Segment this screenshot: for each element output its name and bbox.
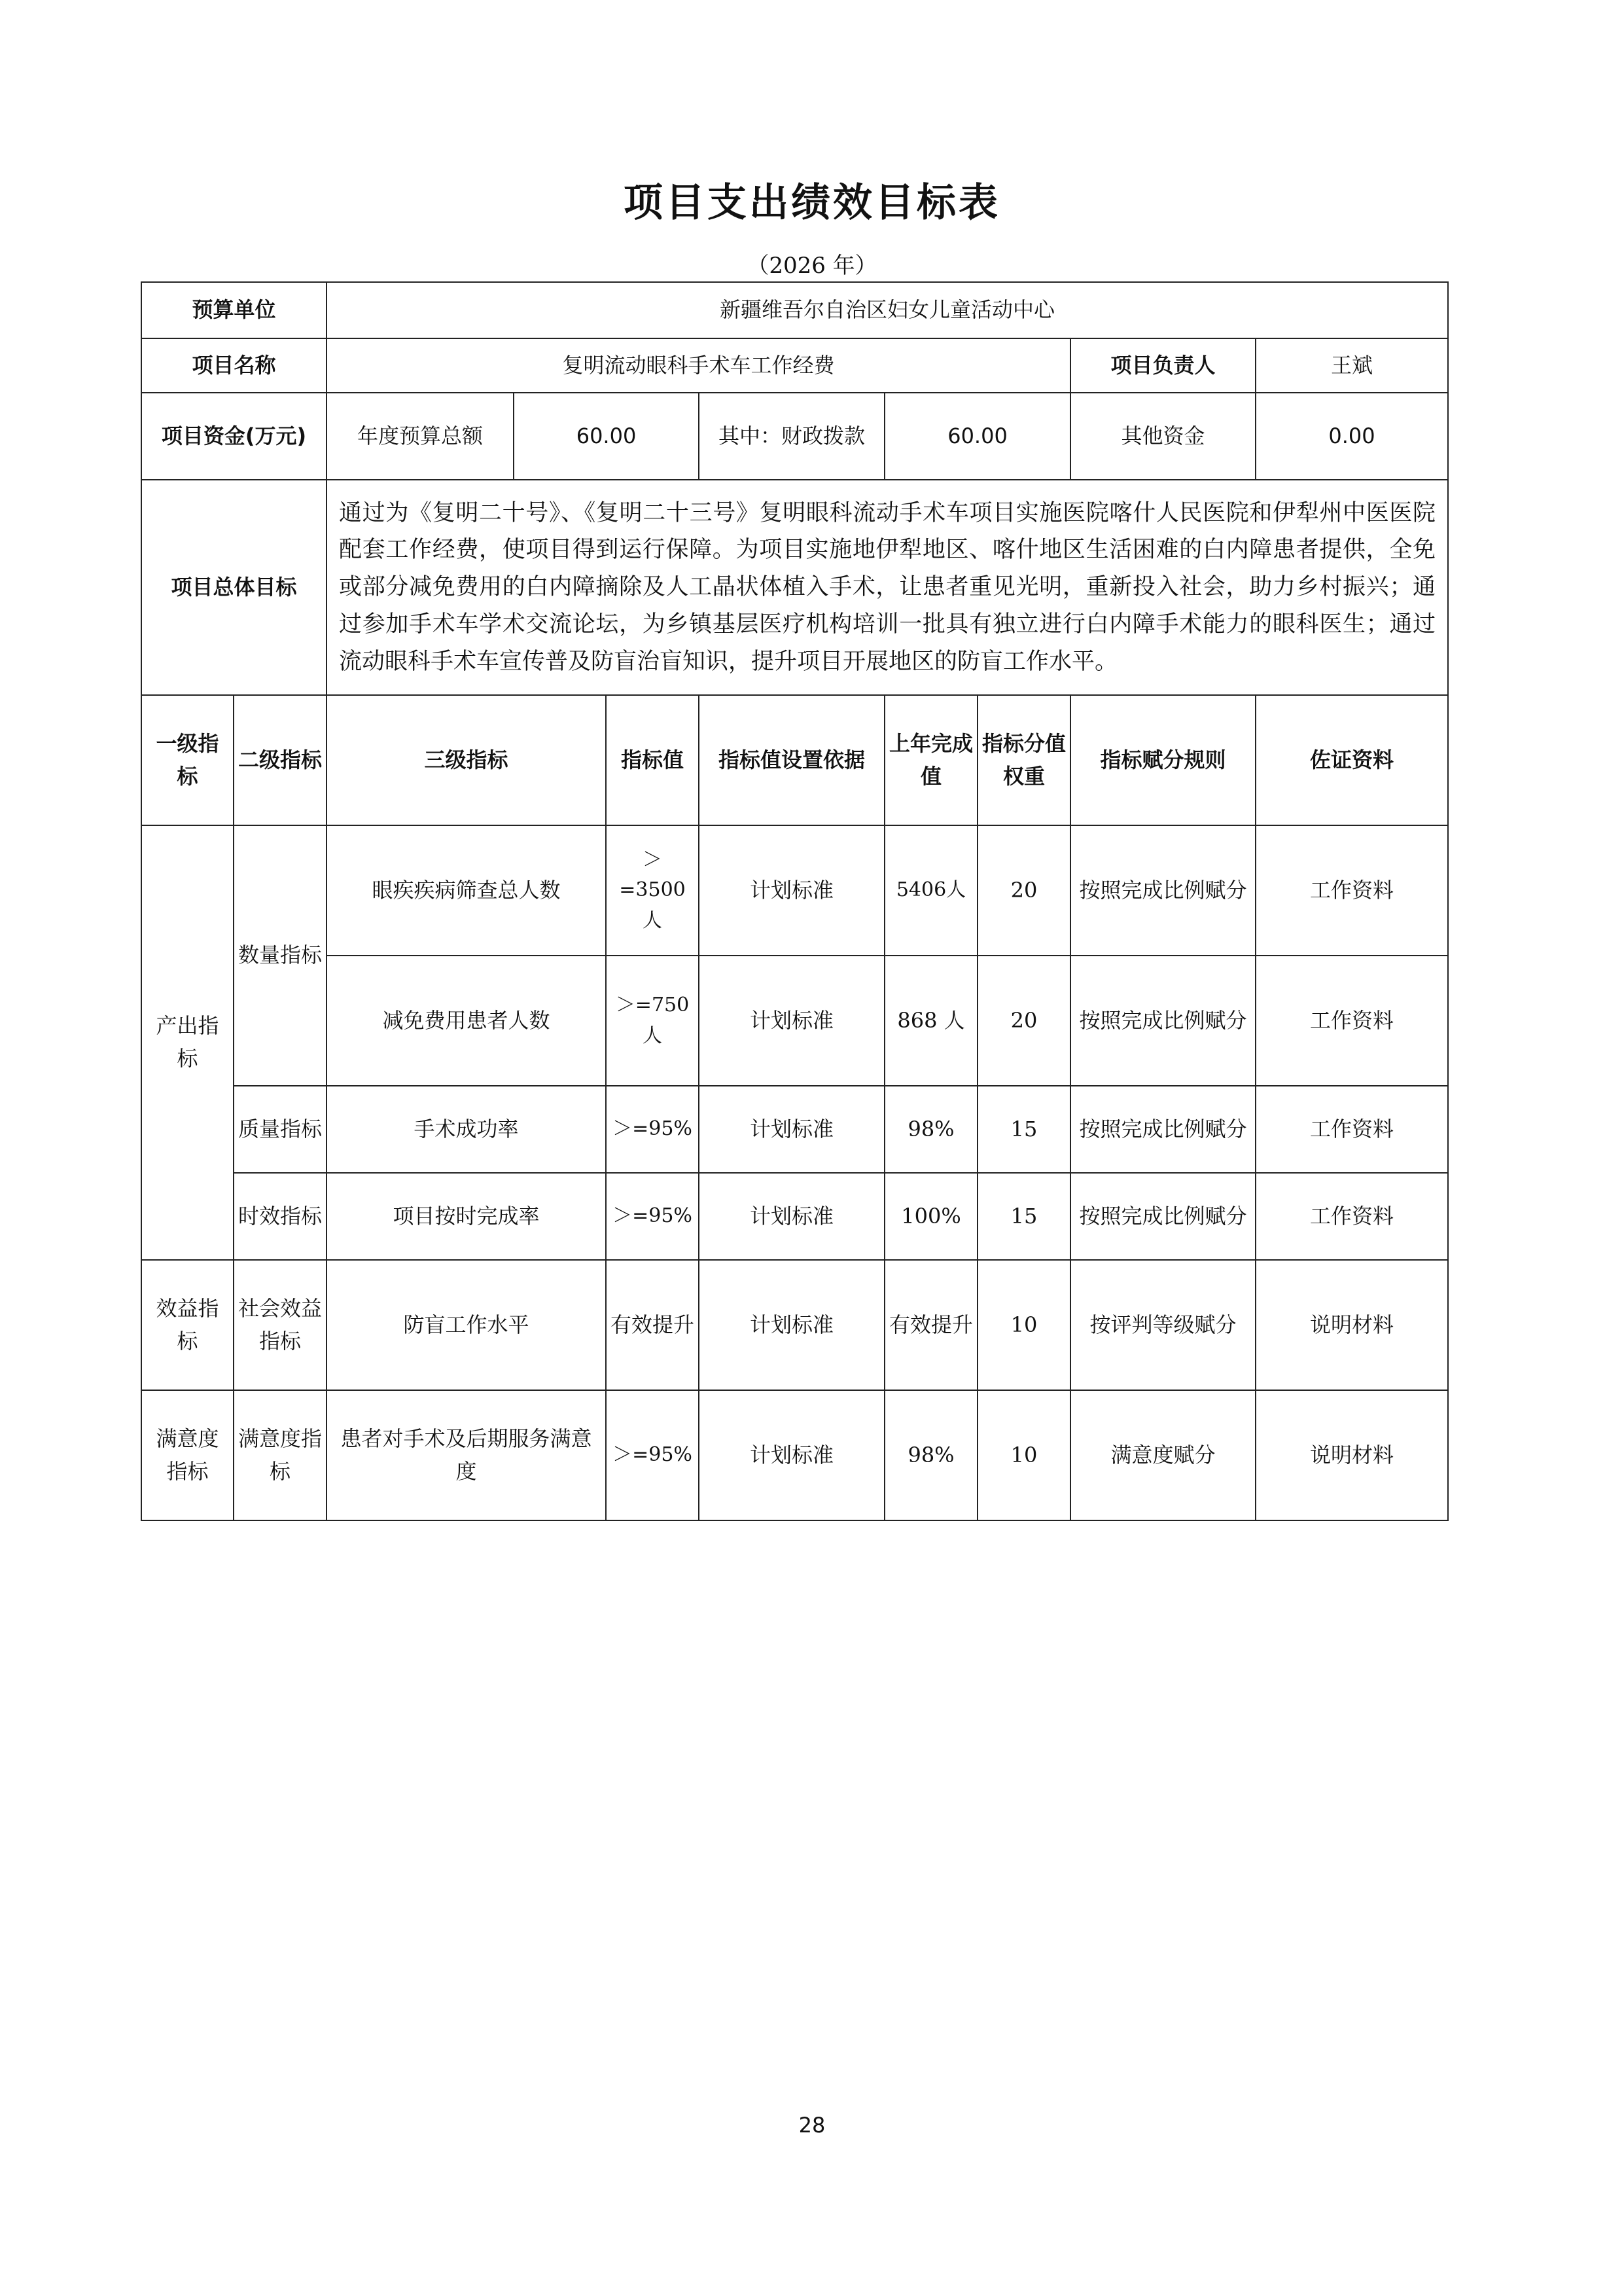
group-satisfaction-sub: 满意度指标: [234, 1390, 327, 1520]
page-title: 项目支出绩效目标表: [624, 180, 1000, 226]
row-weight: 15: [978, 1173, 1070, 1260]
table-row: [141, 1260, 1448, 1390]
row-basis: 计划标准: [699, 825, 885, 956]
row-rule: 满意度赋分: [1070, 1390, 1256, 1520]
group-benefit: 效益指标: [141, 1260, 234, 1390]
row-name: 手术成功率: [327, 1086, 606, 1173]
row-weight: 10: [978, 1260, 1070, 1390]
row-name: 防盲工作水平: [327, 1260, 606, 1390]
overall-goal-text: 通过为《复明二十号》、《复明二十三号》复明眼科流动手术车项目实施医院喀什人民医院和伊犁州中医医院配套工作经费，使项目得到运行保障。为项目实施地伊犁地区、喀什地区生活困难的白内障患者提供，全免或部分减免费用的白内障摘除及人工晶状体植入手术，让患者重见光明，重新投入社会，助力乡村振兴；通过参加手术车学术交流论坛，为乡镇基层医疗机构培训一批具有独立进行白内障手术能力的眼科医生；通过流动眼科手术车宣传普及防盲治盲知识，提升项目开展地区的防盲工作水平。: [327, 480, 1448, 695]
group-quantity: 数量指标: [234, 825, 327, 1086]
header-rule: 指标赋分规则: [1070, 695, 1256, 825]
row-last-year: 98%: [885, 1086, 978, 1173]
row-basis: 计划标准: [699, 1260, 885, 1390]
row-value: ＞=750人: [606, 956, 699, 1086]
annual-total-label: 年度预算总额: [327, 393, 514, 480]
row-weight: 10: [978, 1390, 1070, 1520]
row-name: 眼疾疾病筛查总人数: [327, 825, 606, 956]
project-name-label: 项目名称: [141, 338, 327, 393]
row-value: ＞=3500人: [606, 825, 699, 956]
group-social-benefit: 社会效益指标: [234, 1260, 327, 1390]
budget-unit-label: 预算单位: [141, 282, 327, 338]
group-timeliness: 时效指标: [234, 1173, 327, 1260]
project-name-row: [141, 338, 1448, 393]
group-output: 产出指标: [141, 825, 234, 1260]
row-last-year: 868 人: [885, 956, 978, 1086]
row-rule: 按照完成比例赋分: [1070, 956, 1256, 1086]
group-satisfaction: 满意度指标: [141, 1390, 234, 1520]
row-weight: 15: [978, 1086, 1070, 1173]
table-row: [141, 1173, 1448, 1260]
row-evidence: 说明材料: [1256, 1260, 1448, 1390]
table-row: [141, 956, 1448, 1086]
header-level2: 二级指标: [234, 695, 327, 825]
overall-goal-row: [141, 480, 1448, 695]
row-evidence: 说明材料: [1256, 1390, 1448, 1520]
performance-table: [141, 281, 1449, 1521]
row-rule: 按照完成比例赋分: [1070, 1173, 1256, 1260]
row-last-year: 98%: [885, 1390, 978, 1520]
row-name: 患者对手术及后期服务满意度: [327, 1390, 606, 1520]
row-basis: 计划标准: [699, 956, 885, 1086]
project-leader-value: 王斌: [1256, 338, 1448, 393]
overall-goal-label: 项目总体目标: [141, 480, 327, 695]
row-value: ＞=95%: [606, 1086, 699, 1173]
row-basis: 计划标准: [699, 1390, 885, 1520]
header-last-year: 上年完成值: [885, 695, 978, 825]
row-last-year: 有效提升: [885, 1260, 978, 1390]
row-evidence: 工作资料: [1256, 956, 1448, 1086]
header-weight: 指标分值权重: [978, 695, 1070, 825]
table-row: [141, 1086, 1448, 1173]
other-funds-value: 0.00: [1256, 393, 1448, 480]
header-level3: 三级指标: [327, 695, 606, 825]
row-basis: 计划标准: [699, 1086, 885, 1173]
header-level1: 一级指标: [141, 695, 234, 825]
fiscal-funds-value: 60.00: [885, 393, 1070, 480]
row-rule: 按评判等级赋分: [1070, 1260, 1256, 1390]
fiscal-funds-label: 其中：财政拨款: [699, 393, 885, 480]
row-last-year: 100%: [885, 1173, 978, 1260]
project-funds-label: 项目资金(万元): [141, 393, 327, 480]
page-year: （2026 年）: [747, 253, 877, 279]
row-rule: 按照完成比例赋分: [1070, 825, 1256, 956]
indicator-header-row: [141, 695, 1448, 825]
project-leader-label: 项目负责人: [1070, 338, 1256, 393]
row-weight: 20: [978, 956, 1070, 1086]
row-evidence: 工作资料: [1256, 1173, 1448, 1260]
budget-unit-row: [141, 282, 1448, 338]
row-rule: 按照完成比例赋分: [1070, 1086, 1256, 1173]
project-funds-row: [141, 393, 1448, 480]
row-value: ＞=95%: [606, 1173, 699, 1260]
annual-total-value: 60.00: [514, 393, 699, 480]
header-value: 指标值: [606, 695, 699, 825]
row-evidence: 工作资料: [1256, 1086, 1448, 1173]
row-evidence: 工作资料: [1256, 825, 1448, 956]
group-quality: 质量指标: [234, 1086, 327, 1173]
header-basis: 指标值设置依据: [699, 695, 885, 825]
page-number: 28: [798, 2113, 826, 2138]
row-weight: 20: [978, 825, 1070, 956]
table-row: [141, 1390, 1448, 1520]
header-evidence: 佐证资料: [1256, 695, 1448, 825]
row-name: 减免费用患者人数: [327, 956, 606, 1086]
row-value: ＞=95%: [606, 1390, 699, 1520]
project-name-value: 复明流动眼科手术车工作经费: [327, 338, 1070, 393]
budget-unit-value: 新疆维吾尔自治区妇女儿童活动中心: [327, 282, 1448, 338]
other-funds-label: 其他资金: [1070, 393, 1256, 480]
row-basis: 计划标准: [699, 1173, 885, 1260]
table-row: [141, 825, 1448, 956]
row-value: 有效提升: [606, 1260, 699, 1390]
row-last-year: 5406人: [885, 825, 978, 956]
row-name: 项目按时完成率: [327, 1173, 606, 1260]
